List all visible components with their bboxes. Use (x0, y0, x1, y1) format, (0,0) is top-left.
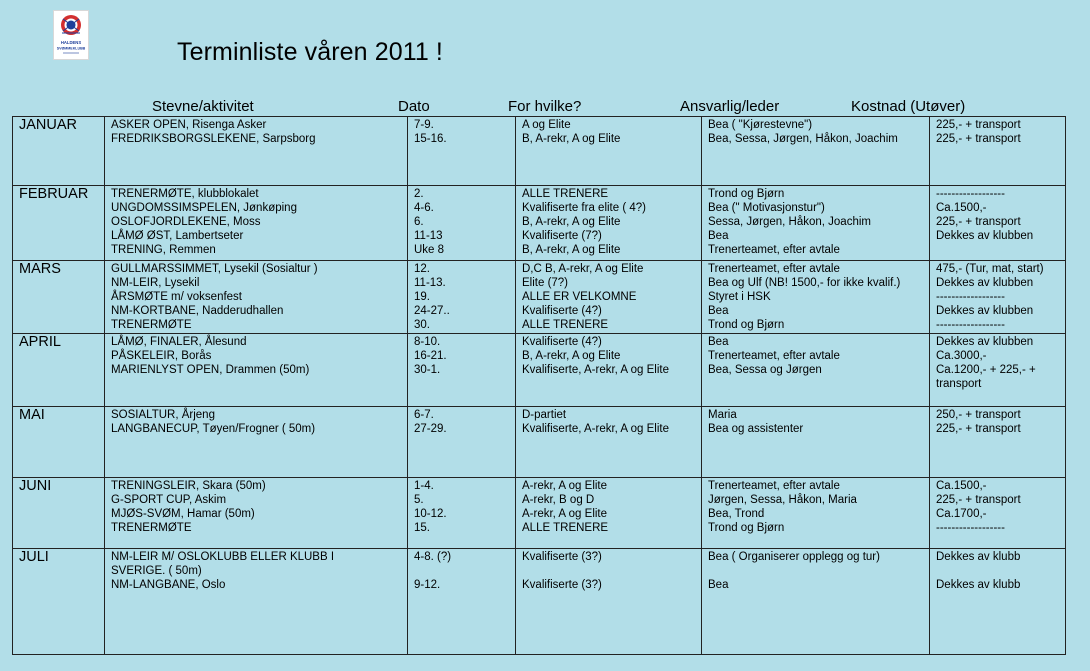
cell-line: NM-KORTBANE, Nadderudhallen (111, 305, 284, 317)
cost-cell (930, 186, 1066, 261)
cost-cell (930, 407, 1066, 478)
dates-cell (408, 478, 516, 549)
dates-cell (408, 261, 516, 334)
cell-line: transport (936, 378, 982, 390)
cell-line: 225,- + transport (936, 133, 1021, 145)
cell-line (708, 564, 925, 578)
groups-cell (516, 549, 702, 655)
cell-line: 5. (414, 494, 424, 506)
cell-line: 4-8. (?) (414, 551, 452, 563)
responsible-cell (702, 549, 930, 655)
events-cell (105, 261, 408, 334)
cell-line: 19. (414, 291, 430, 303)
header-responsible: Ansvarlig/leder (680, 98, 780, 115)
cell-line: Bea ( "Kjørestevne") (708, 119, 813, 131)
responsible-cell (702, 407, 930, 478)
month-name: JULI (13, 549, 105, 655)
cell-line: TRENINGSLEIR, Skara (50m) (111, 480, 266, 492)
cell-line: MARIENLYST OPEN, Drammen (50m) (111, 364, 310, 376)
cell-line: MJØS-SVØM, Hamar (50m) (111, 508, 255, 520)
cell-line: D-partiet (522, 409, 567, 421)
cell-line: TRENING, Remmen (111, 244, 216, 256)
cell-line: A-rekr, B og D (522, 494, 595, 506)
cell-line: ASKER OPEN, Risenga Asker (111, 119, 267, 131)
cell-line (936, 564, 1061, 578)
cell-line: Bea (" Motivasjonstur") (708, 202, 825, 214)
cell-line: Trenerteamet, efter avtale (708, 263, 840, 275)
cell-line: 15-16. (414, 133, 447, 145)
cell-line: Kvalifiserte, A-rekr, A og Elite (522, 423, 670, 435)
cell-line (936, 243, 1061, 257)
cell-line: Trenerteamet, efter avtale (708, 350, 840, 362)
cell-line (414, 564, 511, 578)
responsible-cell (702, 261, 930, 334)
month-row (13, 334, 1066, 407)
cell-line: Bea, Sessa og Jørgen (708, 364, 822, 376)
month-name: JANUAR (13, 117, 105, 186)
header-date: Dato (398, 98, 430, 115)
cell-line: Bea og Ulf (NB! 1500,- for ikke kvalif.) (708, 277, 901, 289)
month-row (13, 261, 1066, 334)
events-cell (105, 334, 408, 407)
page-title: Terminliste våren 2011 ! (177, 38, 443, 66)
cell-line: 15. (414, 522, 430, 534)
events-cell (105, 549, 408, 655)
cell-line: Dekkes av klubben (936, 277, 1034, 289)
cost-cell (930, 117, 1066, 186)
cell-line: Bea og assistenter (708, 423, 804, 435)
cell-line: 250,- + transport (936, 409, 1021, 421)
cell-line: LÅMØ, FINALER, Ålesund (111, 336, 247, 348)
cell-line: LÅMØ ØST, Lambertseter (111, 230, 244, 242)
cell-line: OSLOFJORDLEKENE, Moss (111, 216, 261, 228)
month-name: FEBRUAR (13, 186, 105, 261)
cell-line: Ca.1200,- + 225,- + (936, 364, 1036, 376)
cell-line: SOSIALTUR, Årjeng (111, 409, 215, 421)
cell-line: Trond og Bjørn (708, 319, 785, 331)
events-cell (105, 186, 408, 261)
responsible-cell (702, 334, 930, 407)
cell-line: 475,- (Tur, mat, start) (936, 263, 1044, 275)
cell-line: Uke 8 (414, 244, 445, 256)
cell-line: 7-9. (414, 119, 434, 131)
cell-line: A og Elite (522, 119, 571, 131)
cell-line: Trenerteamet, efter avtale (708, 244, 840, 256)
cell-line: Bea ( Organiserer opplegg og tur) (708, 551, 880, 563)
cell-line: 30-1. (414, 364, 441, 376)
cell-line: GULLMARSSIMMET, Lysekil (Sosialtur ) (111, 263, 318, 275)
cell-line: TRENERMØTE, klubblokalet (111, 188, 259, 200)
groups-cell (516, 407, 702, 478)
groups-cell (516, 478, 702, 549)
cell-line: B, A-rekr, A og Elite (522, 244, 621, 256)
month-row (13, 478, 1066, 549)
cell-line: A-rekr, A og Elite (522, 480, 608, 492)
month-row (13, 186, 1066, 261)
cell-line: Dekkes av klubben (936, 230, 1034, 242)
groups-cell (516, 261, 702, 334)
club-logo (53, 10, 89, 60)
header-cost: Kostnad (Utøver) (851, 98, 966, 115)
cell-line: 2. (414, 188, 424, 200)
cell-line: 30. (414, 319, 430, 331)
cell-line: Styret i HSK (708, 291, 771, 303)
events-cell (105, 117, 408, 186)
cell-line: ALLE TRENERE (522, 319, 609, 331)
schedule-table (12, 116, 1066, 655)
cell-line: Kvalifiserte (7?) (522, 230, 602, 242)
month-name: MARS (13, 261, 105, 334)
cell-line: ------------------ (936, 291, 1005, 303)
cell-line: Kvalifiserte fra elite ( 4?) (522, 202, 646, 214)
cell-line: 225,- + transport (936, 423, 1021, 435)
cell-line: Bea, Sessa, Jørgen, Håkon, Joachim (708, 133, 898, 145)
cell-line: 4-6. (414, 202, 434, 214)
cell-line: ALLE TRENERE (522, 188, 609, 200)
month-name: APRIL (13, 334, 105, 407)
groups-cell (516, 117, 702, 186)
responsible-cell (702, 186, 930, 261)
cell-line: A-rekr, A og Elite (522, 508, 608, 520)
cell-line: ALLE TRENERE (522, 522, 609, 534)
cell-line: ALLE ER VELKOMNE (522, 291, 637, 303)
cell-line: Dekkes av klubben (936, 305, 1034, 317)
cell-line: 225,- + transport (936, 119, 1021, 131)
cell-line: 1-4. (414, 480, 434, 492)
cell-line: Ca.1700,- (936, 508, 987, 520)
cell-line: 11-13. (414, 277, 446, 289)
cell-line: Ca.3000,- (936, 350, 987, 362)
groups-cell (516, 334, 702, 407)
cell-line: NM-LEIR, Lysekil (111, 277, 200, 289)
cell-line: 16-21. (414, 350, 447, 362)
events-cell (105, 407, 408, 478)
cost-cell (930, 261, 1066, 334)
dates-cell (408, 407, 516, 478)
cell-line: Bea, Trond (708, 508, 765, 520)
cell-line: Elite (7?) (522, 277, 569, 289)
cell-line: FREDRIKSBORGSLEKENE, Sarpsborg (111, 133, 316, 145)
dates-cell (408, 549, 516, 655)
cell-line: Maria (708, 409, 737, 421)
cell-line: G-SPORT CUP, Askim (111, 494, 227, 506)
cell-line: 6. (414, 216, 424, 228)
cell-line: ------------------ (936, 188, 1005, 200)
cell-line: TRENERMØTE (111, 522, 192, 534)
dates-cell (408, 117, 516, 186)
cell-line: D,C B, A-rekr, A og Elite (522, 263, 644, 275)
responsible-cell (702, 478, 930, 549)
cell-line: Trond og Bjørn (708, 522, 785, 534)
cell-line: Kvalifiserte, A-rekr, A og Elite (522, 364, 670, 376)
cell-line: ÅRSMØTE m/ voksenfest (111, 291, 243, 303)
cell-line: Bea (708, 305, 729, 317)
cell-line: 12. (414, 263, 430, 275)
cell-line: Kvalifiserte (3?) (522, 551, 602, 563)
cell-line: PÅSKELEIR, Borås (111, 350, 212, 362)
cell-line: B, A-rekr, A og Elite (522, 216, 621, 228)
cell-line (522, 564, 697, 578)
cell-line: Dekkes av klubb (936, 579, 1021, 591)
svg-text:HALDENS: HALDENS (60, 40, 82, 45)
cell-line: SVERIGE. ( 50m) (111, 565, 202, 577)
cell-line: Bea (708, 230, 729, 242)
header-for: For hvilke? (508, 98, 582, 115)
cell-line: 27-29. (414, 423, 447, 435)
cell-line: Bea (708, 336, 729, 348)
cell-line: 11-13 (414, 230, 443, 242)
month-name: JUNI (13, 478, 105, 549)
cell-line: 9-12. (414, 579, 441, 591)
events-cell (105, 478, 408, 549)
dates-cell (408, 186, 516, 261)
cell-line: Dekkes av klubben (936, 336, 1034, 348)
cell-line: B, A-rekr, A og Elite (522, 133, 621, 145)
cost-cell (930, 334, 1066, 407)
month-row (13, 549, 1066, 655)
cell-line: 225,- + transport (936, 216, 1021, 228)
cell-line: Ca.1500,- (936, 202, 987, 214)
cell-line: 24-27.. (414, 305, 450, 317)
dates-cell (408, 334, 516, 407)
cell-line: Sessa, Jørgen, Håkon, Joachim (708, 216, 871, 228)
cell-line: LANGBANECUP, Tøyen/Frogner ( 50m) (111, 423, 316, 435)
cost-cell (930, 478, 1066, 549)
cell-line: 8-10. (414, 336, 441, 348)
cell-line: Kvalifiserte (3?) (522, 579, 602, 591)
month-row (13, 117, 1066, 186)
cell-line: Jørgen, Sessa, Håkon, Maria (708, 494, 857, 506)
cell-line: Kvalifiserte (4?) (522, 336, 602, 348)
cell-line: 10-12. (414, 508, 447, 520)
cost-cell (930, 549, 1066, 655)
cell-line: TRENERMØTE (111, 319, 192, 331)
cell-line: NM-LEIR M/ OSLOKLUBB ELLER KLUBB I (111, 551, 335, 563)
cell-line: Trond og Bjørn (708, 188, 785, 200)
cell-line: NM-LANGBANE, Oslo (111, 579, 226, 591)
groups-cell (516, 186, 702, 261)
cell-line: Dekkes av klubb (936, 551, 1021, 563)
cell-line: 225,- + transport (936, 494, 1021, 506)
cell-line: Kvalifiserte (4?) (522, 305, 602, 317)
cell-line: ------------------ (936, 522, 1005, 534)
cell-line: ------------------ (936, 319, 1005, 331)
cell-line: Bea (708, 579, 729, 591)
cell-line: UNGDOMSSIMSPELEN, Jønkøping (111, 202, 297, 214)
cell-line: Ca.1500,- (936, 480, 987, 492)
cell-line: 6-7. (414, 409, 434, 421)
cell-line: B, A-rekr, A og Elite (522, 350, 621, 362)
month-name: MAI (13, 407, 105, 478)
header-event: Stevne/aktivitet (152, 98, 254, 115)
responsible-cell (702, 117, 930, 186)
month-row (13, 407, 1066, 478)
svg-text:SVØMMEKLUBB: SVØMMEKLUBB (56, 46, 86, 51)
cell-line: Trenerteamet, efter avtale (708, 480, 840, 492)
